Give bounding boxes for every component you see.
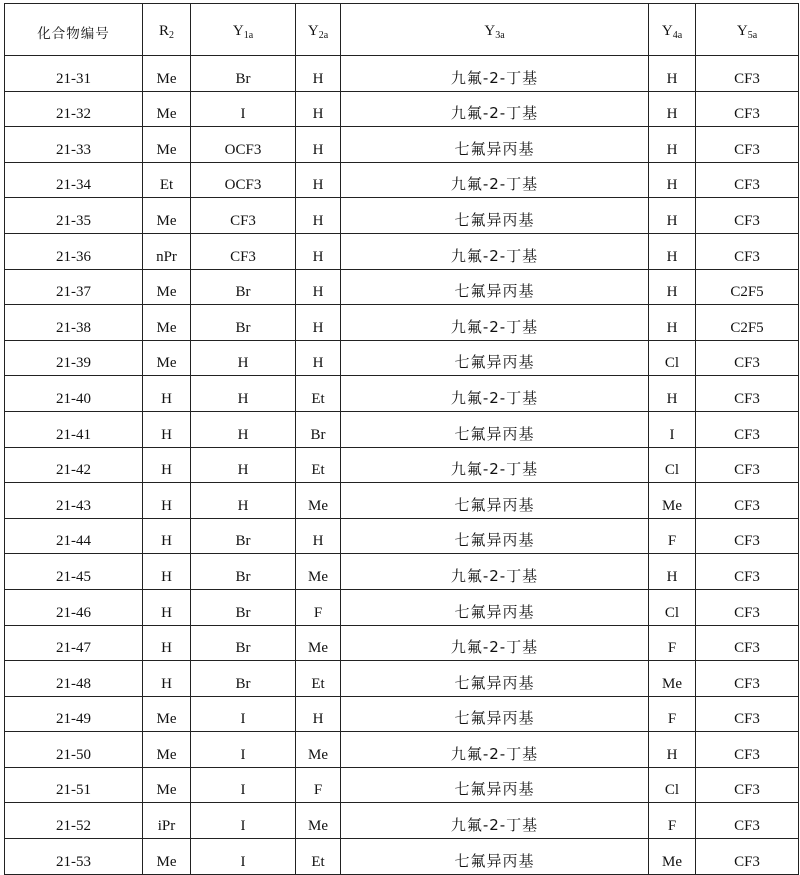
cell-y3a: 七氟异丙基: [341, 198, 649, 234]
cell-y5a: C2F5: [696, 269, 799, 305]
cell-y1a: OCF3: [191, 127, 296, 163]
cell-y5a: CF3: [696, 376, 799, 412]
cell-y4a: Cl: [649, 589, 696, 625]
table-row: [5, 625, 799, 661]
cell-y1a: Br: [191, 661, 296, 697]
cell-r2: Me: [143, 127, 191, 163]
cell-y2a: Br: [296, 411, 341, 447]
cell-y4a: H: [649, 56, 696, 92]
cell-r2: Me: [143, 696, 191, 732]
cell-r2: H: [143, 376, 191, 412]
cell-y1a: CF3: [191, 233, 296, 269]
table-row: [5, 554, 799, 590]
cell-y3a: 七氟异丙基: [341, 483, 649, 519]
cell-y4a: I: [649, 411, 696, 447]
cell-r2: H: [143, 589, 191, 625]
cell-y1a: Br: [191, 589, 296, 625]
cell-y5a: CF3: [696, 661, 799, 697]
table-row: [5, 767, 799, 803]
cell-y3a: 七氟异丙基: [341, 839, 649, 875]
cell-r2: H: [143, 483, 191, 519]
table-row: [5, 589, 799, 625]
header-y2a: [296, 4, 341, 56]
header-r2: [143, 4, 191, 56]
cell-compound-id: 21-39: [5, 340, 143, 376]
cell-y4a: Me: [649, 661, 696, 697]
cell-y3a: 九氟-2-丁基: [341, 376, 649, 412]
table-row: [5, 376, 799, 412]
cell-compound-id: 21-38: [5, 305, 143, 341]
table-row: [5, 483, 799, 519]
cell-y1a: I: [191, 767, 296, 803]
cell-y3a: 七氟异丙基: [341, 518, 649, 554]
table-row: [5, 269, 799, 305]
cell-r2: H: [143, 554, 191, 590]
cell-compound-id: 21-50: [5, 732, 143, 768]
header-y4a: [649, 4, 696, 56]
cell-y2a: Me: [296, 554, 341, 590]
cell-compound-id: 21-37: [5, 269, 143, 305]
cell-y4a: Me: [649, 483, 696, 519]
cell-y2a: H: [296, 696, 341, 732]
cell-compound-id: 21-40: [5, 376, 143, 412]
table-body: [5, 56, 799, 875]
header-y1a: [191, 4, 296, 56]
cell-r2: Me: [143, 767, 191, 803]
cell-y5a: CF3: [696, 162, 799, 198]
cell-y5a: CF3: [696, 233, 799, 269]
cell-compound-id: 21-36: [5, 233, 143, 269]
cell-y2a: H: [296, 91, 341, 127]
cell-y3a: 七氟异丙基: [341, 589, 649, 625]
cell-y4a: F: [649, 803, 696, 839]
cell-y3a: 七氟异丙基: [341, 767, 649, 803]
header-label: Y: [484, 23, 496, 39]
cell-y5a: CF3: [696, 91, 799, 127]
table-row: [5, 340, 799, 376]
cell-y4a: F: [649, 625, 696, 661]
cell-y2a: H: [296, 233, 341, 269]
cell-y2a: F: [296, 589, 341, 625]
table-row: [5, 198, 799, 234]
cell-compound-id: 21-52: [5, 803, 143, 839]
cell-y2a: H: [296, 56, 341, 92]
cell-y4a: H: [649, 732, 696, 768]
cell-y4a: H: [649, 91, 696, 127]
cell-r2: Me: [143, 269, 191, 305]
cell-y1a: CF3: [191, 198, 296, 234]
cell-y3a: 七氟异丙基: [341, 411, 649, 447]
cell-compound-id: 21-45: [5, 554, 143, 590]
cell-y1a: I: [191, 91, 296, 127]
cell-y1a: I: [191, 696, 296, 732]
cell-y3a: 九氟-2-丁基: [341, 233, 649, 269]
cell-r2: Me: [143, 732, 191, 768]
cell-y4a: Cl: [649, 447, 696, 483]
cell-y5a: CF3: [696, 839, 799, 875]
cell-compound-id: 21-51: [5, 767, 143, 803]
table-row: [5, 696, 799, 732]
cell-y1a: Br: [191, 56, 296, 92]
cell-y5a: CF3: [696, 732, 799, 768]
cell-r2: Me: [143, 198, 191, 234]
cell-y4a: H: [649, 269, 696, 305]
table-row: [5, 661, 799, 697]
cell-y1a: H: [191, 376, 296, 412]
cell-y3a: 七氟异丙基: [341, 127, 649, 163]
cell-y5a: CF3: [696, 447, 799, 483]
header-subscript: 2: [169, 30, 174, 41]
cell-y4a: F: [649, 518, 696, 554]
cell-y2a: Et: [296, 376, 341, 412]
cell-y5a: CF3: [696, 340, 799, 376]
cell-y4a: H: [649, 127, 696, 163]
cell-y3a: 九氟-2-丁基: [341, 554, 649, 590]
header-subscript: 2a: [318, 30, 329, 41]
cell-y1a: H: [191, 447, 296, 483]
cell-y4a: H: [649, 305, 696, 341]
header-label: 化合物编号: [37, 25, 110, 42]
cell-y2a: Me: [296, 625, 341, 661]
cell-y1a: H: [191, 340, 296, 376]
cell-y2a: Et: [296, 661, 341, 697]
cell-compound-id: 21-35: [5, 198, 143, 234]
cell-y2a: H: [296, 198, 341, 234]
cell-compound-id: 21-53: [5, 839, 143, 875]
cell-compound-id: 21-33: [5, 127, 143, 163]
header-label: Y: [661, 23, 673, 39]
cell-y4a: H: [649, 198, 696, 234]
cell-y1a: OCF3: [191, 162, 296, 198]
cell-y5a: CF3: [696, 56, 799, 92]
cell-y2a: F: [296, 767, 341, 803]
cell-y3a: 九氟-2-丁基: [341, 162, 649, 198]
table-row: [5, 803, 799, 839]
cell-y5a: CF3: [696, 554, 799, 590]
cell-y1a: I: [191, 839, 296, 875]
cell-y5a: CF3: [696, 198, 799, 234]
cell-y5a: CF3: [696, 411, 799, 447]
cell-y5a: CF3: [696, 589, 799, 625]
cell-y1a: H: [191, 483, 296, 519]
cell-y4a: Me: [649, 839, 696, 875]
cell-y4a: H: [649, 554, 696, 590]
header-subscript: 1a: [243, 30, 254, 41]
cell-y1a: H: [191, 411, 296, 447]
cell-y3a: 九氟-2-丁基: [341, 732, 649, 768]
cell-r2: Me: [143, 56, 191, 92]
cell-y2a: Et: [296, 839, 341, 875]
header-label: Y: [736, 23, 748, 39]
cell-y4a: Cl: [649, 340, 696, 376]
cell-y5a: CF3: [696, 127, 799, 163]
table-row: [5, 91, 799, 127]
cell-r2: Et: [143, 162, 191, 198]
cell-y2a: H: [296, 127, 341, 163]
table-row: [5, 56, 799, 92]
table-row: [5, 127, 799, 163]
cell-y4a: H: [649, 233, 696, 269]
cell-compound-id: 21-42: [5, 447, 143, 483]
cell-r2: H: [143, 518, 191, 554]
cell-y4a: H: [649, 162, 696, 198]
cell-y2a: H: [296, 340, 341, 376]
header-subscript: 3a: [495, 30, 505, 41]
cell-y5a: CF3: [696, 767, 799, 803]
table-row: [5, 839, 799, 875]
header-label: R: [158, 23, 169, 39]
cell-compound-id: 21-48: [5, 661, 143, 697]
table-header: [5, 4, 799, 56]
table-row: [5, 732, 799, 768]
cell-y2a: H: [296, 518, 341, 554]
header-subscript: 5a: [747, 30, 758, 41]
cell-r2: Me: [143, 91, 191, 127]
table-row: [5, 305, 799, 341]
cell-y1a: I: [191, 732, 296, 768]
cell-compound-id: 21-46: [5, 589, 143, 625]
header-label: Y: [232, 23, 244, 39]
header-compound-id: [5, 4, 143, 56]
cell-r2: iPr: [143, 803, 191, 839]
cell-y3a: 九氟-2-丁基: [341, 803, 649, 839]
cell-y3a: 九氟-2-丁基: [341, 447, 649, 483]
table-row: [5, 162, 799, 198]
cell-y3a: 九氟-2-丁基: [341, 305, 649, 341]
cell-y2a: Me: [296, 732, 341, 768]
cell-y2a: Me: [296, 483, 341, 519]
compound-table: [4, 3, 799, 875]
cell-r2: H: [143, 625, 191, 661]
cell-y2a: H: [296, 305, 341, 341]
cell-compound-id: 21-31: [5, 56, 143, 92]
cell-y2a: H: [296, 269, 341, 305]
cell-r2: H: [143, 447, 191, 483]
cell-r2: nPr: [143, 233, 191, 269]
header-label: Y: [307, 23, 319, 39]
header-row: [5, 4, 799, 56]
cell-compound-id: 21-41: [5, 411, 143, 447]
cell-compound-id: 21-34: [5, 162, 143, 198]
cell-y5a: CF3: [696, 696, 799, 732]
cell-y1a: Br: [191, 625, 296, 661]
cell-compound-id: 21-47: [5, 625, 143, 661]
cell-r2: H: [143, 661, 191, 697]
cell-y2a: H: [296, 162, 341, 198]
cell-y5a: C2F5: [696, 305, 799, 341]
cell-y4a: F: [649, 696, 696, 732]
table-row: [5, 411, 799, 447]
header-subscript: 4a: [672, 30, 683, 41]
cell-y2a: Me: [296, 803, 341, 839]
cell-r2: Me: [143, 340, 191, 376]
cell-y4a: Cl: [649, 767, 696, 803]
header-y5a: [696, 4, 799, 56]
cell-y4a: H: [649, 376, 696, 412]
cell-y3a: 九氟-2-丁基: [341, 56, 649, 92]
cell-compound-id: 21-44: [5, 518, 143, 554]
cell-compound-id: 21-49: [5, 696, 143, 732]
cell-y3a: 九氟-2-丁基: [341, 625, 649, 661]
cell-y3a: 七氟异丙基: [341, 661, 649, 697]
cell-r2: Me: [143, 839, 191, 875]
cell-r2: Me: [143, 305, 191, 341]
cell-y5a: CF3: [696, 625, 799, 661]
cell-y5a: CF3: [696, 483, 799, 519]
header-y3a: [341, 4, 649, 56]
cell-y5a: CF3: [696, 803, 799, 839]
cell-y1a: Br: [191, 269, 296, 305]
table-row: [5, 518, 799, 554]
cell-compound-id: 21-32: [5, 91, 143, 127]
cell-y1a: Br: [191, 305, 296, 341]
cell-y1a: Br: [191, 518, 296, 554]
cell-y3a: 七氟异丙基: [341, 269, 649, 305]
cell-y3a: 七氟异丙基: [341, 696, 649, 732]
cell-compound-id: 21-43: [5, 483, 143, 519]
cell-y2a: Et: [296, 447, 341, 483]
cell-y5a: CF3: [696, 518, 799, 554]
table-row: [5, 447, 799, 483]
cell-r2: H: [143, 411, 191, 447]
cell-y1a: I: [191, 803, 296, 839]
cell-y3a: 七氟异丙基: [341, 340, 649, 376]
cell-y1a: Br: [191, 554, 296, 590]
cell-y3a: 九氟-2-丁基: [341, 91, 649, 127]
table-row: [5, 233, 799, 269]
